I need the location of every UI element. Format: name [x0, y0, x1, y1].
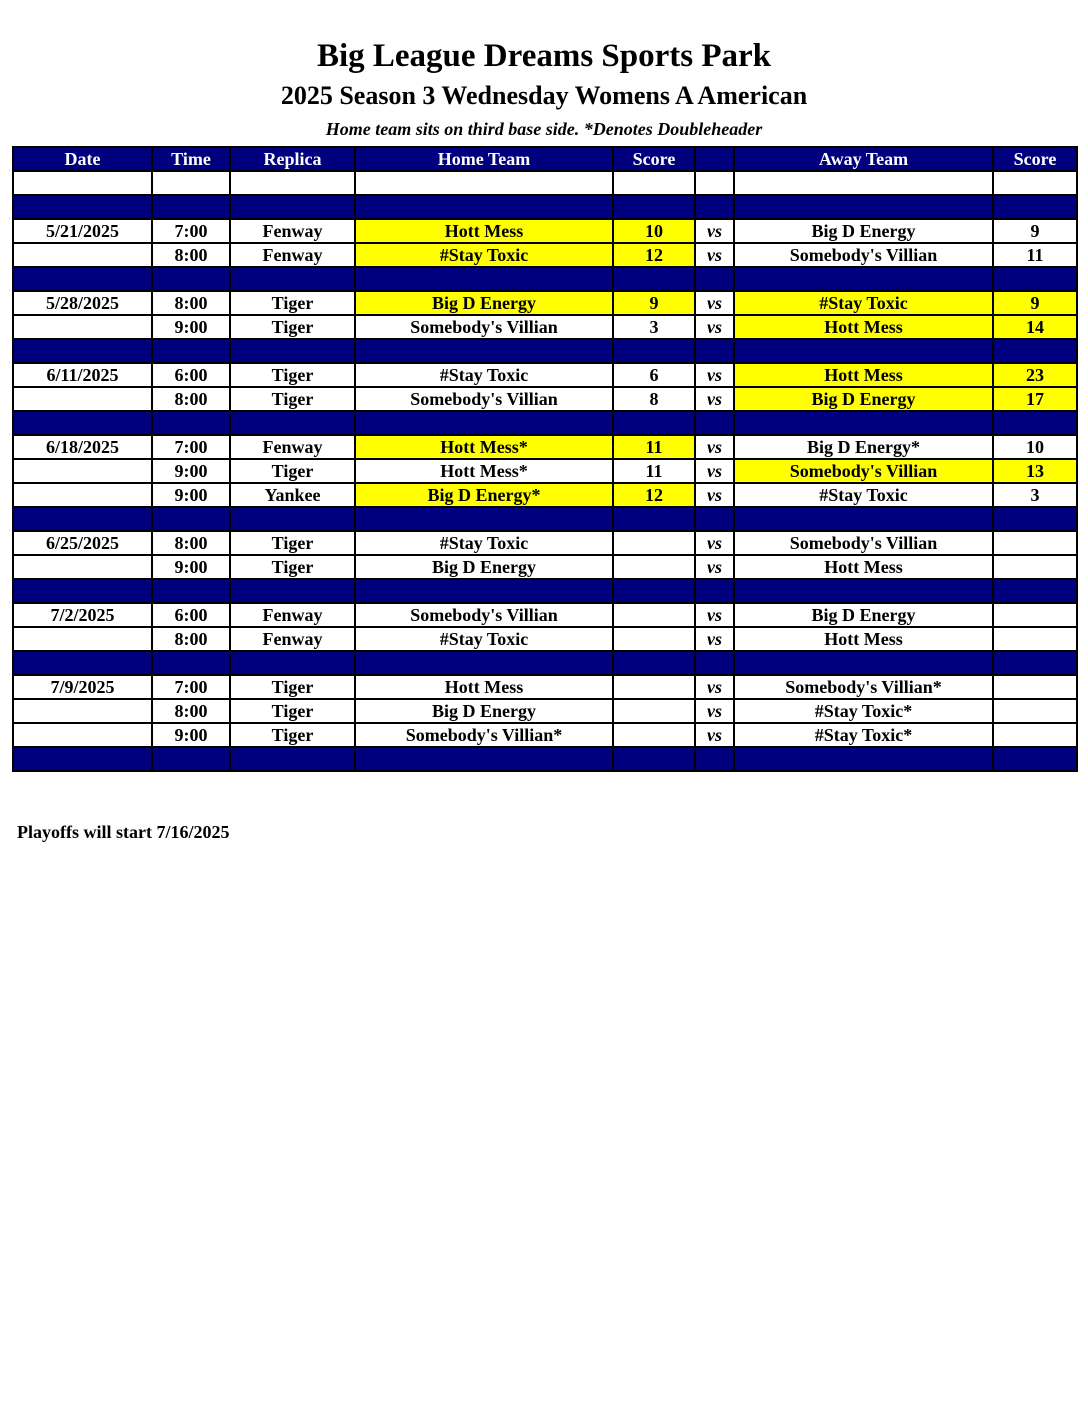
separator-cell [695, 195, 734, 219]
time-cell: 8:00 [152, 387, 230, 411]
separator-cell [230, 267, 355, 291]
date-cell [13, 387, 152, 411]
vs-cell: vs [695, 627, 734, 651]
separator-cell [695, 411, 734, 435]
separator-cell [355, 339, 613, 363]
vs-cell: vs [695, 699, 734, 723]
home-score-cell: 3 [613, 315, 695, 339]
vs-cell: vs [695, 243, 734, 267]
separator-cell [734, 339, 993, 363]
time-cell: 6:00 [152, 603, 230, 627]
date-cell: 6/25/2025 [13, 531, 152, 555]
empty-cell [355, 171, 613, 195]
away-score-cell: 9 [993, 291, 1077, 315]
replica-cell: Tiger [230, 531, 355, 555]
separator-cell [13, 507, 152, 531]
home-score-cell [613, 699, 695, 723]
separator-cell [152, 267, 230, 291]
schedule-body [13, 171, 1077, 771]
vs-cell: vs [695, 291, 734, 315]
separator-cell [355, 411, 613, 435]
schedule-table [12, 146, 1078, 772]
home-team-cell: Big D Energy [355, 291, 613, 315]
game-row [13, 291, 1077, 315]
home-score-cell: 12 [613, 483, 695, 507]
separator-cell [613, 267, 695, 291]
separator-row [13, 195, 1077, 219]
vs-cell: vs [695, 435, 734, 459]
home-team-cell: Hott Mess* [355, 459, 613, 483]
separator-cell [993, 507, 1077, 531]
away-score-cell [993, 675, 1077, 699]
time-cell: 7:00 [152, 675, 230, 699]
away-team-cell: Somebody's Villian* [734, 675, 993, 699]
empty-cell [152, 171, 230, 195]
separator-cell [734, 507, 993, 531]
separator-cell [734, 579, 993, 603]
date-cell [13, 723, 152, 747]
separator-cell [993, 651, 1077, 675]
replica-cell: Tiger [230, 555, 355, 579]
separator-cell [13, 747, 152, 771]
game-row [13, 243, 1077, 267]
replica-cell: Tiger [230, 291, 355, 315]
date-cell: 6/18/2025 [13, 435, 152, 459]
home-team-cell: Somebody's Villian* [355, 723, 613, 747]
separator-cell [734, 267, 993, 291]
separator-cell [230, 579, 355, 603]
away-team-cell: Big D Energy [734, 603, 993, 627]
vs-cell: vs [695, 555, 734, 579]
time-cell: 8:00 [152, 627, 230, 651]
separator-cell [230, 195, 355, 219]
game-row [13, 603, 1077, 627]
separator-cell [152, 411, 230, 435]
blank-row [13, 171, 1077, 195]
col-header-date: Date [13, 147, 152, 171]
separator-cell [695, 747, 734, 771]
replica-cell: Fenway [230, 627, 355, 651]
separator-cell [355, 507, 613, 531]
separator-cell [152, 339, 230, 363]
separator-cell [993, 195, 1077, 219]
schedule-note: Home team sits on third base side. *Denotes Doubleheader [325, 119, 763, 139]
home-score-cell [613, 531, 695, 555]
separator-cell [734, 195, 993, 219]
date-cell [13, 315, 152, 339]
page-title: Big League Dreams Sports Park [316, 38, 772, 74]
home-team-cell: Somebody's Villian [355, 315, 613, 339]
date-cell [13, 459, 152, 483]
away-score-cell [993, 603, 1077, 627]
home-team-cell: #Stay Toxic [355, 627, 613, 651]
away-team-cell: Somebody's Villian [734, 243, 993, 267]
replica-cell: Tiger [230, 699, 355, 723]
away-score-cell [993, 555, 1077, 579]
separator-cell [613, 195, 695, 219]
date-cell [13, 555, 152, 579]
separator-cell [613, 579, 695, 603]
separator-cell [152, 579, 230, 603]
away-score-cell [993, 627, 1077, 651]
separator-cell [695, 507, 734, 531]
separator-cell [355, 747, 613, 771]
col-header-replica: Replica [230, 147, 355, 171]
away-score-cell [993, 723, 1077, 747]
home-team-cell: Hott Mess [355, 675, 613, 699]
date-cell: 6/11/2025 [13, 363, 152, 387]
date-cell: 5/28/2025 [13, 291, 152, 315]
col-header-home-team: Home Team [355, 147, 613, 171]
separator-cell [993, 339, 1077, 363]
separator-row [13, 579, 1077, 603]
home-team-cell: Big D Energy* [355, 483, 613, 507]
separator-cell [355, 651, 613, 675]
away-team-cell: Hott Mess [734, 315, 993, 339]
away-team-cell: Big D Energy [734, 219, 993, 243]
empty-cell [695, 171, 734, 195]
separator-cell [613, 507, 695, 531]
empty-cell [13, 171, 152, 195]
separator-cell [230, 507, 355, 531]
page-subtitle: 2025 Season 3 Wednesday Womens A American [280, 81, 808, 110]
header-row [13, 147, 1077, 171]
vs-cell: vs [695, 603, 734, 627]
away-team-cell: #Stay Toxic [734, 483, 993, 507]
game-row [13, 555, 1077, 579]
away-team-cell: Hott Mess [734, 555, 993, 579]
col-header-vs [695, 147, 734, 171]
away-team-cell: Hott Mess [734, 627, 993, 651]
home-score-cell: 11 [613, 435, 695, 459]
empty-cell [734, 171, 993, 195]
separator-cell [355, 195, 613, 219]
game-row [13, 459, 1077, 483]
separator-cell [152, 195, 230, 219]
time-cell: 8:00 [152, 243, 230, 267]
game-row [13, 531, 1077, 555]
away-team-cell: #Stay Toxic [734, 291, 993, 315]
separator-cell [695, 579, 734, 603]
date-cell [13, 483, 152, 507]
separator-cell [13, 267, 152, 291]
separator-row [13, 267, 1077, 291]
separator-row [13, 747, 1077, 771]
away-score-cell: 9 [993, 219, 1077, 243]
replica-cell: Fenway [230, 219, 355, 243]
separator-cell [230, 651, 355, 675]
home-team-cell: Somebody's Villian [355, 387, 613, 411]
empty-cell [230, 171, 355, 195]
away-score-cell: 13 [993, 459, 1077, 483]
home-team-cell: Big D Energy [355, 555, 613, 579]
separator-cell [613, 747, 695, 771]
home-score-cell [613, 603, 695, 627]
away-team-cell: Big D Energy [734, 387, 993, 411]
col-header-home-score: Score [613, 147, 695, 171]
empty-cell [613, 171, 695, 195]
home-score-cell [613, 627, 695, 651]
col-header-away-score: Score [993, 147, 1077, 171]
home-team-cell: Somebody's Villian [355, 603, 613, 627]
vs-cell: vs [695, 723, 734, 747]
replica-cell: Fenway [230, 603, 355, 627]
replica-cell: Yankee [230, 483, 355, 507]
game-row [13, 627, 1077, 651]
date-cell: 5/21/2025 [13, 219, 152, 243]
home-score-cell: 9 [613, 291, 695, 315]
col-header-time: Time [152, 147, 230, 171]
date-cell [13, 699, 152, 723]
game-row [13, 675, 1077, 699]
separator-cell [230, 339, 355, 363]
date-cell: 7/9/2025 [13, 675, 152, 699]
away-score-cell: 23 [993, 363, 1077, 387]
replica-cell: Fenway [230, 243, 355, 267]
away-score-cell [993, 699, 1077, 723]
time-cell: 8:00 [152, 531, 230, 555]
home-score-cell: 6 [613, 363, 695, 387]
time-cell: 9:00 [152, 555, 230, 579]
home-team-cell: Hott Mess* [355, 435, 613, 459]
vs-cell: vs [695, 315, 734, 339]
separator-cell [695, 339, 734, 363]
separator-cell [993, 579, 1077, 603]
time-cell: 9:00 [152, 483, 230, 507]
game-row [13, 483, 1077, 507]
home-team-cell: Hott Mess [355, 219, 613, 243]
home-score-cell: 10 [613, 219, 695, 243]
away-team-cell: Somebody's Villian [734, 459, 993, 483]
vs-cell: vs [695, 459, 734, 483]
away-team-cell: Somebody's Villian [734, 531, 993, 555]
time-cell: 8:00 [152, 699, 230, 723]
replica-cell: Tiger [230, 387, 355, 411]
game-row [13, 219, 1077, 243]
time-cell: 7:00 [152, 435, 230, 459]
separator-cell [613, 339, 695, 363]
separator-cell [13, 339, 152, 363]
vs-cell: vs [695, 219, 734, 243]
separator-cell [613, 651, 695, 675]
home-score-cell: 12 [613, 243, 695, 267]
replica-cell: Fenway [230, 435, 355, 459]
home-score-cell: 8 [613, 387, 695, 411]
vs-cell: vs [695, 363, 734, 387]
game-row [13, 315, 1077, 339]
replica-cell: Tiger [230, 723, 355, 747]
separator-cell [695, 267, 734, 291]
game-row [13, 699, 1077, 723]
separator-cell [613, 411, 695, 435]
separator-cell [152, 651, 230, 675]
separator-cell [13, 651, 152, 675]
game-row [13, 387, 1077, 411]
away-team-cell: #Stay Toxic* [734, 699, 993, 723]
separator-cell [695, 651, 734, 675]
separator-cell [355, 267, 613, 291]
separator-cell [230, 747, 355, 771]
separator-cell [13, 579, 152, 603]
date-cell: 7/2/2025 [13, 603, 152, 627]
separator-cell [355, 579, 613, 603]
home-team-cell: #Stay Toxic [355, 243, 613, 267]
separator-cell [734, 651, 993, 675]
away-score-cell: 10 [993, 435, 1077, 459]
col-header-away-team: Away Team [734, 147, 993, 171]
home-score-cell [613, 555, 695, 579]
away-score-cell: 14 [993, 315, 1077, 339]
vs-cell: vs [695, 531, 734, 555]
game-row [13, 435, 1077, 459]
home-score-cell [613, 723, 695, 747]
away-team-cell: #Stay Toxic* [734, 723, 993, 747]
separator-row [13, 411, 1077, 435]
empty-cell [993, 171, 1077, 195]
away-team-cell: Big D Energy* [734, 435, 993, 459]
game-row [13, 363, 1077, 387]
away-score-cell: 11 [993, 243, 1077, 267]
separator-row [13, 507, 1077, 531]
away-score-cell [993, 531, 1077, 555]
away-score-cell: 17 [993, 387, 1077, 411]
separator-cell [993, 267, 1077, 291]
time-cell: 6:00 [152, 363, 230, 387]
date-cell [13, 627, 152, 651]
home-team-cell: Big D Energy [355, 699, 613, 723]
separator-cell [993, 747, 1077, 771]
time-cell: 9:00 [152, 723, 230, 747]
vs-cell: vs [695, 387, 734, 411]
separator-cell [13, 195, 152, 219]
separator-cell [734, 747, 993, 771]
separator-cell [152, 507, 230, 531]
separator-cell [13, 411, 152, 435]
separator-row [13, 339, 1077, 363]
time-cell: 8:00 [152, 291, 230, 315]
replica-cell: Tiger [230, 675, 355, 699]
home-team-cell: #Stay Toxic [355, 363, 613, 387]
replica-cell: Tiger [230, 459, 355, 483]
vs-cell: vs [695, 675, 734, 699]
time-cell: 9:00 [152, 315, 230, 339]
playoffs-note: Playoffs will start 7/16/2025 [17, 822, 230, 842]
home-team-cell: #Stay Toxic [355, 531, 613, 555]
separator-cell [993, 411, 1077, 435]
time-cell: 7:00 [152, 219, 230, 243]
separator-row [13, 651, 1077, 675]
separator-cell [152, 747, 230, 771]
separator-cell [734, 411, 993, 435]
time-cell: 9:00 [152, 459, 230, 483]
vs-cell: vs [695, 483, 734, 507]
separator-cell [230, 411, 355, 435]
home-score-cell: 11 [613, 459, 695, 483]
date-cell [13, 243, 152, 267]
game-row [13, 723, 1077, 747]
replica-cell: Tiger [230, 315, 355, 339]
away-score-cell: 3 [993, 483, 1077, 507]
away-team-cell: Hott Mess [734, 363, 993, 387]
replica-cell: Tiger [230, 363, 355, 387]
home-score-cell [613, 675, 695, 699]
